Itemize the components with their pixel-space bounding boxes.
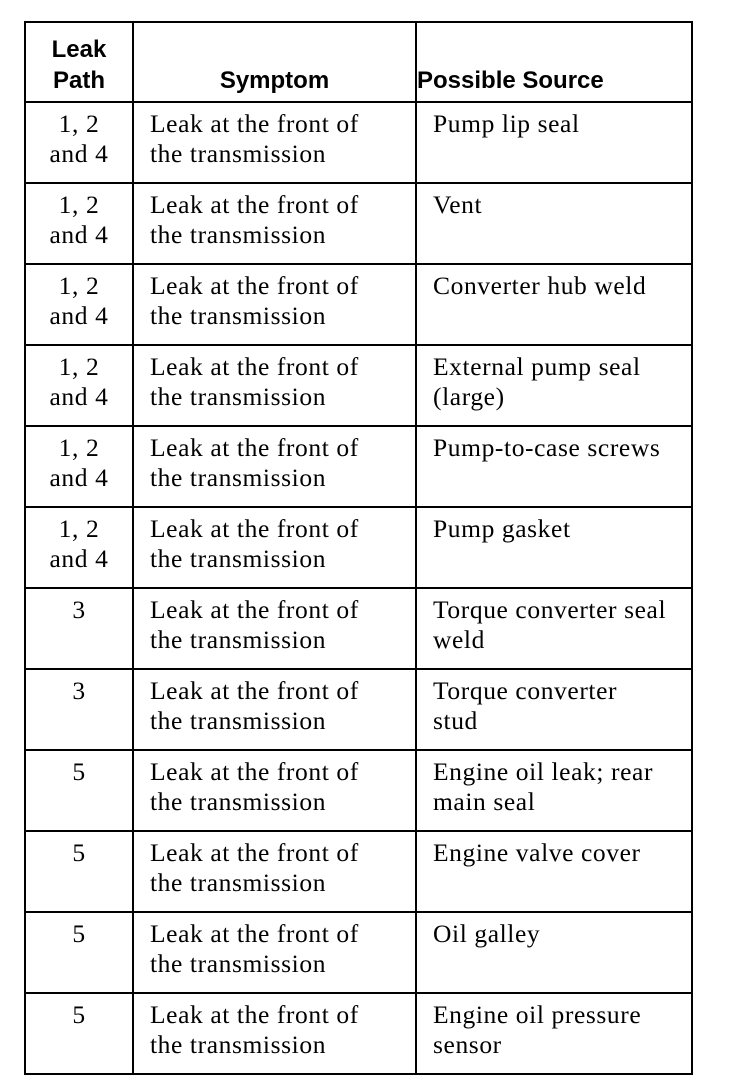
- possible-source-cell: [416, 102, 692, 183]
- leak-path-cell: [25, 183, 133, 264]
- possible-source-cell: [416, 264, 692, 345]
- possible-source-cell: [416, 588, 692, 669]
- symptom-cell: [133, 588, 416, 669]
- symptom-cell: [133, 831, 416, 912]
- possible-source-cell-text: Torque converter stud: [433, 676, 618, 735]
- leak-path-cell-text: 1, 2 and 4: [49, 514, 109, 573]
- leak-path-cell-text: 3: [72, 676, 86, 705]
- leak-path-cell-text: 5: [72, 838, 86, 867]
- table-row: [25, 264, 692, 345]
- leak-path-cell-text: 5: [72, 757, 86, 786]
- table-row: [25, 588, 692, 669]
- possible-source-cell: [416, 993, 692, 1074]
- leak-path-cell-text: 3: [72, 595, 86, 624]
- table-row: [25, 507, 692, 588]
- symptom-cell-text: Leak at the front of the transmission: [150, 109, 359, 168]
- possible-source-cell-text: Engine valve cover: [433, 838, 641, 867]
- leak-path-cell-text: 1, 2 and 4: [49, 433, 109, 492]
- symptom-cell: [133, 426, 416, 507]
- symptom-cell: [133, 993, 416, 1074]
- leak-path-cell: [25, 831, 133, 912]
- leak-path-cell: [25, 426, 133, 507]
- possible-source-cell: [416, 750, 692, 831]
- possible-source-cell-text: Pump-to-case screws: [433, 433, 661, 462]
- possible-source-cell: [416, 426, 692, 507]
- possible-source-cell: [416, 345, 692, 426]
- symptom-cell: [133, 345, 416, 426]
- symptom-cell-text: Leak at the front of the transmission: [150, 190, 359, 249]
- leak-path-cell: [25, 264, 133, 345]
- symptom-cell: [133, 102, 416, 183]
- leak-path-cell-text: 5: [72, 919, 86, 948]
- leak-path-cell-text: 1, 2 and 4: [49, 271, 109, 330]
- leak-path-cell: [25, 345, 133, 426]
- symptom-cell-text: Leak at the front of the transmission: [150, 433, 359, 492]
- table-row: [25, 426, 692, 507]
- table-header: [25, 22, 692, 102]
- possible-source-cell-text: External pump seal (large): [433, 352, 641, 411]
- header-symptom-label: Symptom: [219, 67, 330, 94]
- leak-path-cell-text: 1, 2 and 4: [49, 352, 109, 411]
- symptom-cell: [133, 750, 416, 831]
- symptom-cell-text: Leak at the front of the transmission: [150, 757, 359, 816]
- table-row: [25, 669, 692, 750]
- leak-path-cell-text: 5: [72, 1000, 86, 1029]
- leak-path-cell: [25, 669, 133, 750]
- symptom-cell-text: Leak at the front of the transmission: [150, 838, 359, 897]
- possible-source-cell: [416, 912, 692, 993]
- leak-path-cell: [25, 912, 133, 993]
- leak-path-cell: [25, 507, 133, 588]
- possible-source-cell-text: Pump lip seal: [433, 109, 580, 138]
- header-symptom: [133, 22, 416, 102]
- leak-path-cell: [25, 993, 133, 1074]
- leak-path-cell: [25, 102, 133, 183]
- symptom-cell: [133, 669, 416, 750]
- symptom-cell-text: Leak at the front of the transmission: [150, 352, 359, 411]
- possible-source-cell: [416, 669, 692, 750]
- symptom-cell: [133, 912, 416, 993]
- table-row: [25, 750, 692, 831]
- header-leak-path-label: Leak Path: [51, 36, 107, 94]
- symptom-cell-text: Leak at the front of the transmission: [150, 1000, 359, 1059]
- table-row: [25, 831, 692, 912]
- table-body: [25, 102, 692, 1074]
- header-row: [25, 22, 692, 102]
- leak-path-cell: [25, 588, 133, 669]
- symptom-cell-text: Leak at the front of the transmission: [150, 595, 359, 654]
- symptom-cell: [133, 183, 416, 264]
- possible-source-cell-text: Converter hub weld: [433, 271, 647, 300]
- possible-source-cell-text: Pump gasket: [433, 514, 571, 543]
- table-row: [25, 183, 692, 264]
- leak-path-cell-text: 1, 2 and 4: [49, 109, 109, 168]
- possible-source-cell-text: Engine oil pressure sensor: [433, 1000, 642, 1059]
- symptom-cell-text: Leak at the front of the transmission: [150, 514, 359, 573]
- table-row: [25, 345, 692, 426]
- leak-path-cell: [25, 750, 133, 831]
- possible-source-cell: [416, 183, 692, 264]
- possible-source-cell-text: Engine oil leak; rear main seal: [433, 757, 654, 816]
- header-leak-path: [25, 22, 133, 102]
- possible-source-cell: [416, 831, 692, 912]
- table-row: [25, 993, 692, 1074]
- symptom-cell: [133, 264, 416, 345]
- leak-path-cell-text: 1, 2 and 4: [49, 190, 109, 249]
- possible-source-cell-text: Oil galley: [433, 919, 541, 948]
- possible-source-cell-text: Torque converter seal weld: [433, 595, 667, 654]
- symptom-cell-text: Leak at the front of the transmission: [150, 271, 359, 330]
- symptom-cell: [133, 507, 416, 588]
- symptom-cell-text: Leak at the front of the transmission: [150, 676, 359, 735]
- header-possible-source-label: Possible Source: [417, 67, 604, 94]
- table-row: [25, 912, 692, 993]
- header-possible-source: [416, 22, 692, 102]
- symptom-cell-text: Leak at the front of the transmission: [150, 919, 359, 978]
- table-row: [25, 102, 692, 183]
- possible-source-cell-text: Vent: [433, 190, 483, 219]
- leak-diagnosis-table: [24, 21, 693, 1075]
- possible-source-cell: [416, 507, 692, 588]
